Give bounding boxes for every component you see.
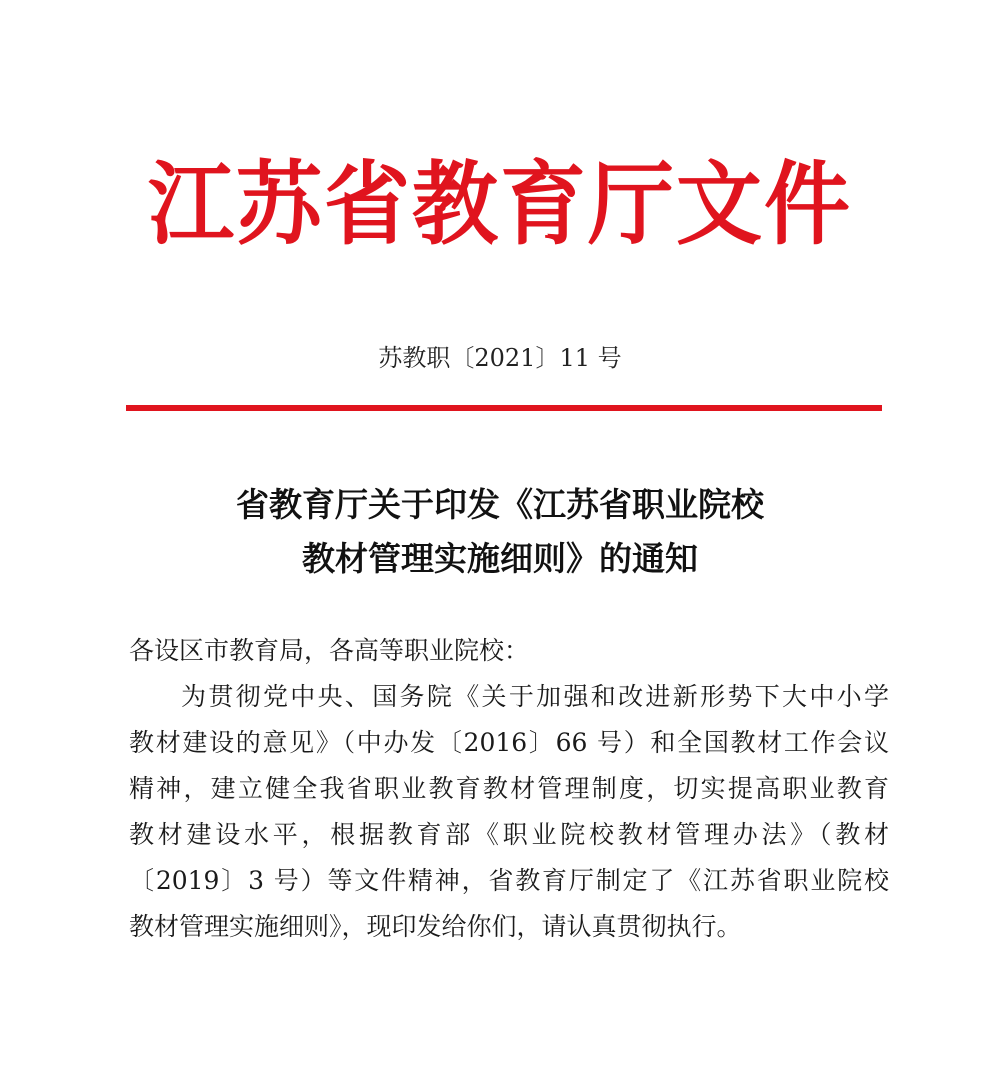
- notice-title-line-2: 教材管理实施细则》的通知: [302, 539, 698, 578]
- document-number: 苏教职〔2021〕11 号: [378, 344, 622, 372]
- salutation: 各设区市教育局，各高等职业院校：: [129, 636, 530, 665]
- red-divider-line: [126, 405, 882, 411]
- notice-body: [129, 628, 889, 950]
- issuer-header: 江苏省教育厅文件: [148, 151, 852, 258]
- paragraph-line-5: 〔2019〕3 号）等文件精神，省教育厅制定了《江苏省职业院校: [129, 866, 889, 895]
- notice-title: [0, 478, 1000, 586]
- paragraph-line-6: 教材管理实施细则》，现印发给你们，请认真贯彻执行。: [129, 912, 742, 941]
- paragraph-line-3: 精神，建立健全我省职业教育教材管理制度，切实提高职业教育: [129, 774, 889, 803]
- paragraph-line-1: 为贯彻党中央、国务院《关于加强和改进新形势下大中小学: [181, 682, 889, 711]
- paragraph-line-4: 教材建设水平，根据教育部《职业院校教材管理办法》（教材: [129, 820, 889, 849]
- notice-title-line-1: 省教育厅关于印发《江苏省职业院校: [236, 485, 764, 524]
- paragraph-line-2: 教材建设的意见》（中办发〔2016〕66 号）和全国教材工作会议: [129, 728, 889, 757]
